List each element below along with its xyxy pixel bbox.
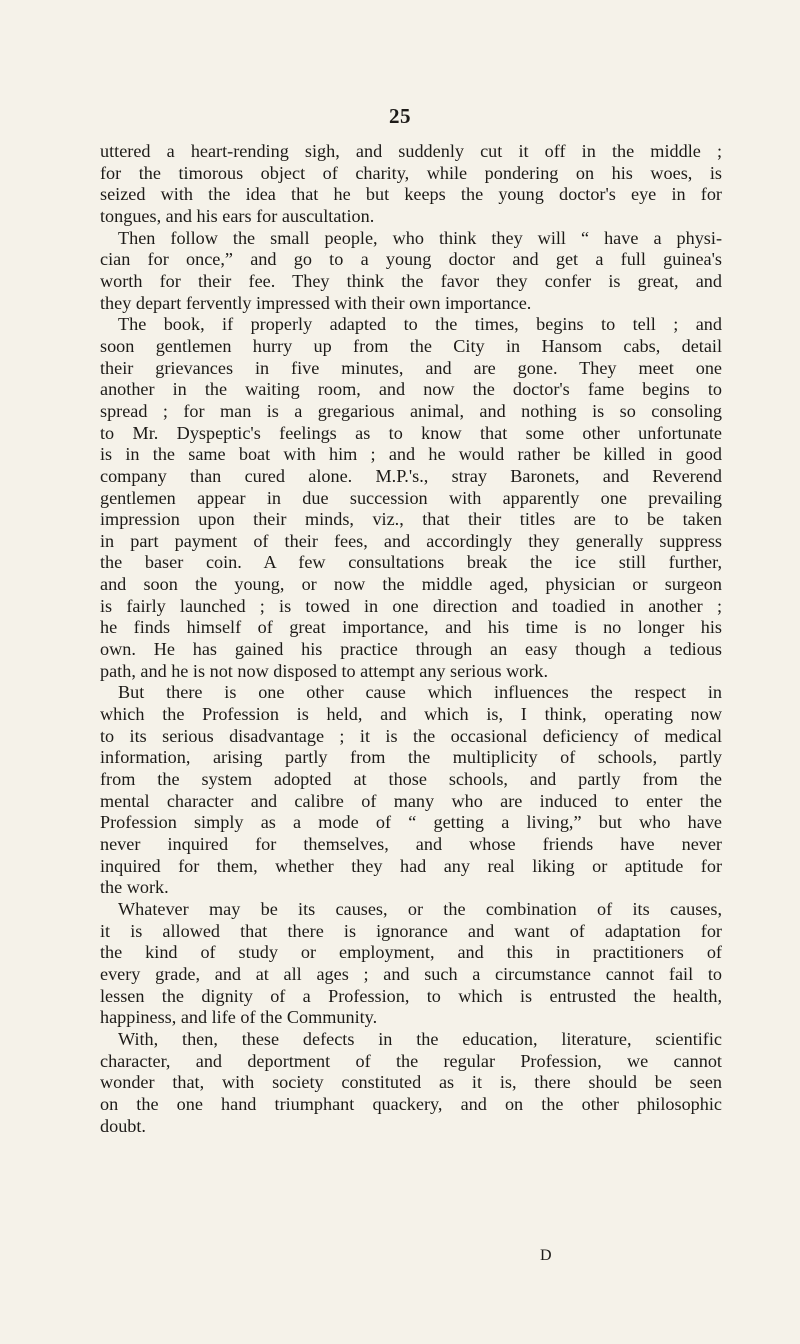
text-line: With, then, these defects in the education, literature, scientific [118,1028,722,1049]
paragraph [100,899,722,1029]
text-line: he finds himself of great importance, and his time is no longer his [100,617,722,638]
text-line: Profession simply as a mode of “ getting a living,” but who have [100,812,722,833]
text-line: impression upon their minds, viz., that their titles are to be taken [100,509,722,530]
text-line: soon gentlemen hurry up from the City in Hansom cabs, detail [100,335,722,356]
paragraph [100,1029,722,1137]
paragraph [100,228,722,315]
text-line: doubt. [100,1115,146,1136]
paragraph [100,141,722,228]
text-line: is in the same boat with him ; and he would rather be killed in good [100,444,722,465]
text-line: information, arising partly from the multiplicity of schools, partly [100,747,722,768]
text-line: seized with the idea that he but keeps the young doctor's eye in for [100,184,722,205]
signature-mark: D [540,1247,552,1264]
text-line: never inquired for themselves, and whose friends have never [100,834,722,854]
text-line: Then follow the small people, who think they will “ have a physi- [118,227,722,248]
text-line: the kind of study or employment, and this in practitioners of [100,942,722,963]
text-line: mental character and calibre of many who are induced to enter the [100,790,722,811]
body-text [100,141,722,1137]
text-line: another in the waiting room, and now the doctor's fame begins to [100,379,722,400]
text-line: which the Profession is held, and which is, I think, operating now [100,704,722,725]
text-line: spread ; for man is a gregarious animal, and nothing is so consoling [100,400,722,421]
text-line: character, and deportment of the regular Profession, we cannot [100,1050,722,1071]
text-line: for the timorous object of charity, while pondering on his woes, is [100,162,722,183]
text-line: their grievances in five minutes, and are gone. They meet one [100,357,722,378]
text-line: and soon the young, or now the middle aged, physician or surgeon [100,574,722,595]
text-line: Whatever may be its causes, or the combination of its causes, [118,898,722,919]
text-line: gentlemen appear in due succession with apparently one prevailing [100,487,722,508]
text-line: is fairly launched ; is towed in one direction and toadied in another ; [100,595,722,616]
text-line: The book, if properly adapted to the times, begins to tell ; and [118,314,722,335]
text-line: every grade, and at all ages ; and such a circumstance cannot fail to [100,963,722,984]
text-line: the baser coin. A few consultations break the ice still further, [100,552,722,573]
text-line: they depart fervently impressed with their own importance. [100,292,532,313]
paragraph [100,682,722,899]
text-line: inquired for them, whether they had any real liking or aptitude for [100,855,722,876]
text-line: from the system adopted at those schools, and partly from the [100,769,722,790]
text-line: to its serious disadvantage ; it is the occasional deficiency of medical [100,725,722,746]
text-line: worth for their fee. They think the favor they confer is great, and [100,270,722,291]
text-line: tongues, and his ears for auscultation. [100,205,375,226]
text-line: on the one hand triumphant quackery, and on the other philosophic [100,1093,722,1114]
text-line: happiness, and life of the Community. [100,1007,378,1028]
text-line: But there is one other cause which influences the respect in [118,682,722,703]
text-line: the work. [100,877,169,898]
text-line: it is allowed that there is ignorance and want of adaptation for [100,920,722,941]
text-line: uttered a heart-rending sigh, and suddenly cut it off in the middle ; [100,141,722,161]
text-line: to Mr. Dyspeptic's feelings as to know that some other unfortunate [100,422,722,443]
paragraph [100,314,722,682]
page-number: 25 [389,104,411,128]
text-line: cian for once,” and go to a young doctor and get a full guinea's [100,249,722,270]
text-line: lessen the dignity of a Profession, to which is entrusted the health, [100,985,722,1006]
text-line: in part payment of their fees, and accordingly they generally suppress [100,530,722,551]
text-line: wonder that, with society constituted as it is, there should be seen [100,1072,722,1093]
text-line: company than cured alone. M.P.'s., stray Baronets, and Reverend [100,465,722,486]
text-line: own. He has gained his practice through an easy though a tedious [100,639,722,660]
text-line: path, and he is not now disposed to attempt any serious work. [100,660,549,681]
